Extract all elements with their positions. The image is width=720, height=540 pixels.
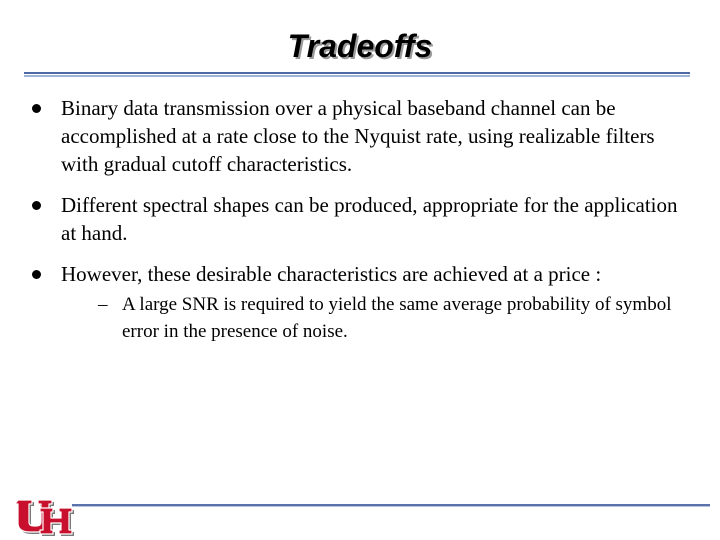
- bullet-text: Binary data transmission over a physical baseband channel can be accomplished at a rate close to the Nyquist rate, using realizable filters with gradual cutoff characteristics.: [61, 96, 655, 176]
- footer-rule: [72, 504, 710, 508]
- uh-logo-icon: [16, 498, 74, 538]
- bullet-item: [32, 94, 682, 178]
- bullet-text: However, these desirable characteristics are achieved at a price :: [61, 262, 602, 286]
- sub-bullet-item: [92, 291, 682, 345]
- bullet-item: [32, 191, 682, 247]
- logo-letters: [16, 500, 72, 534]
- bullet-dot-icon: [32, 270, 41, 279]
- bullet-text: Different spectral shapes can be produced, appropriate for the application at hand.: [61, 193, 678, 245]
- bullet-dot-icon: [32, 104, 41, 113]
- bullet-list: [32, 94, 682, 358]
- footer-rule-light: [72, 506, 710, 507]
- bullet-dot-icon: [32, 201, 41, 210]
- dash-icon: –: [98, 294, 108, 315]
- slide-title: Tradeoffs: [287, 28, 433, 64]
- bullet-item: [32, 260, 682, 345]
- title-underline-dark: [24, 72, 690, 74]
- title-underline: [24, 72, 690, 78]
- title-underline-light: [24, 75, 690, 77]
- logo-h: [40, 508, 72, 534]
- sub-bullet-text: A large SNR is required to yield the same average probability of symbol error in the presence of noise.: [122, 294, 672, 342]
